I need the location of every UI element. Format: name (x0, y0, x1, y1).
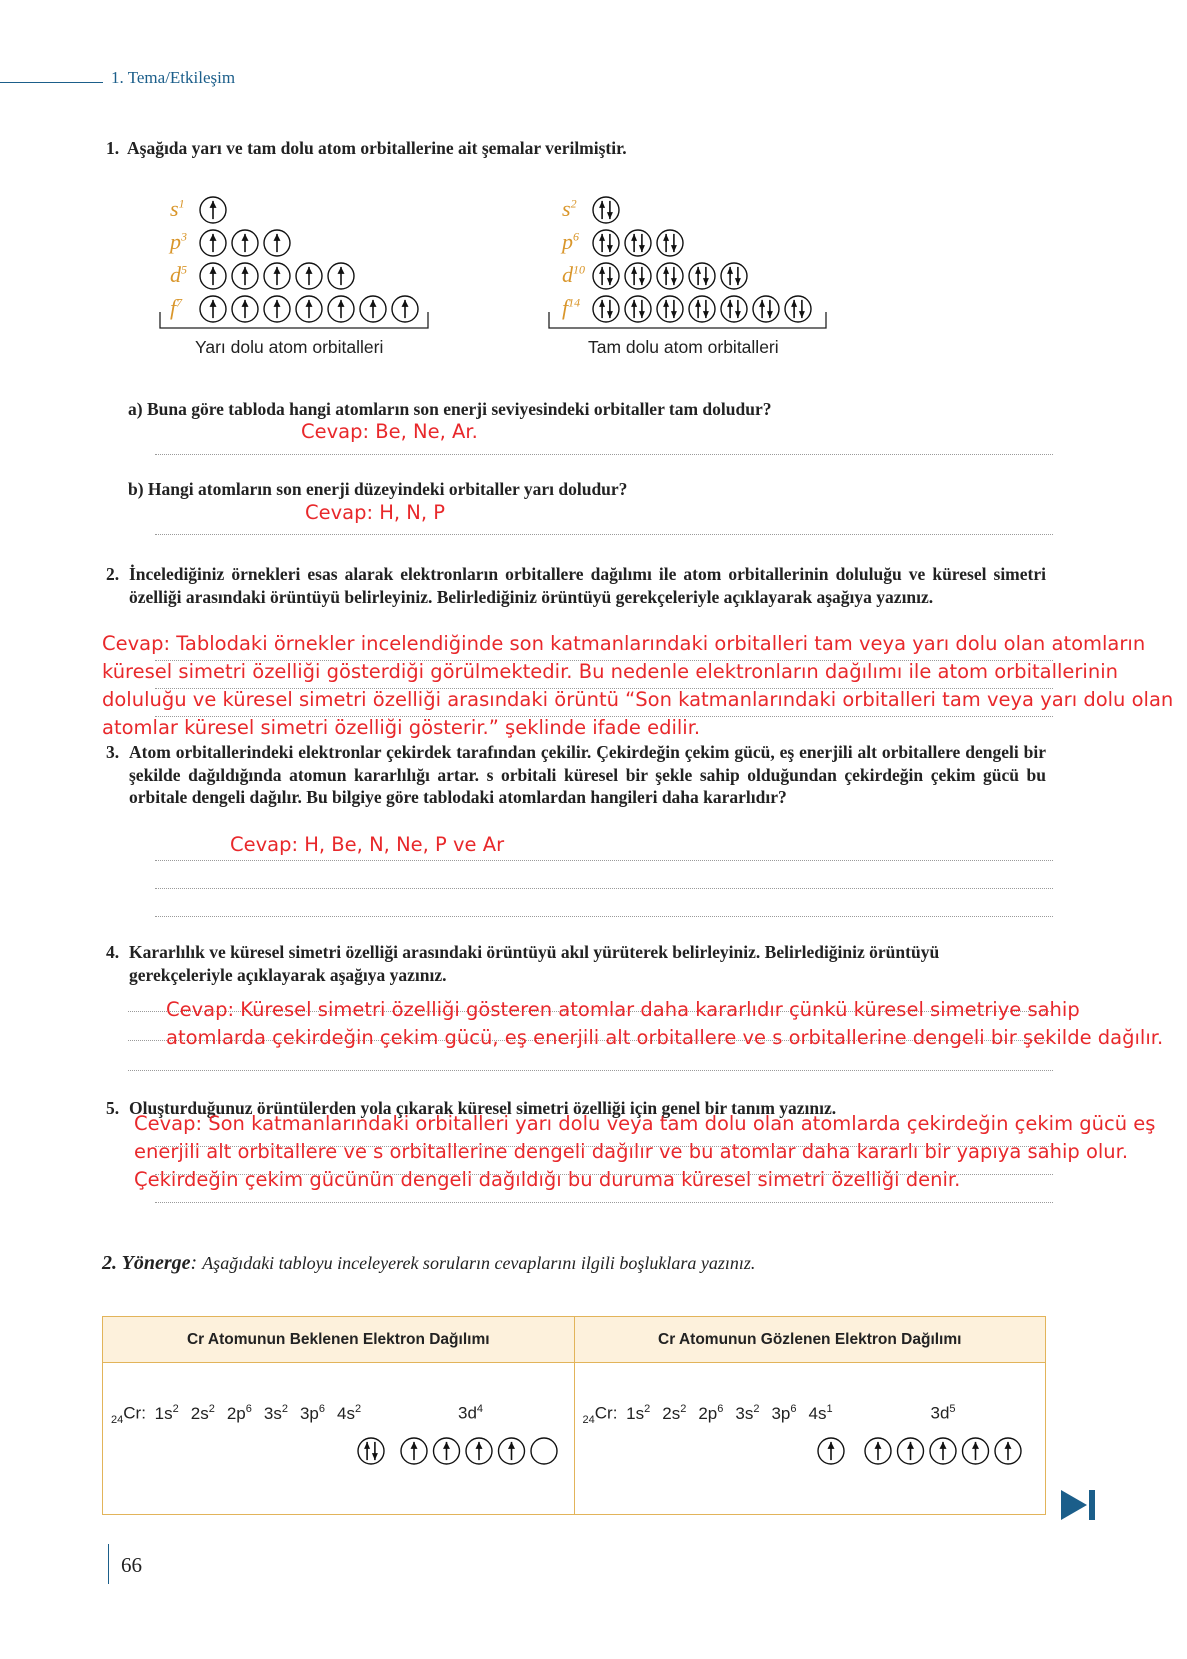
next-page-icon[interactable] (1061, 1490, 1099, 1520)
3d-orbital (466, 1438, 492, 1464)
full-caption: Tam dolu atom orbitalleri (588, 337, 779, 357)
3d-orbital (995, 1438, 1021, 1464)
expected-config: $_{24}$Cr: $1s^2$ $2s^2$ $2p^6$ $3s^2$ $3p^6$ $4s^2$ (111, 1403, 362, 1427)
full-orbital-label: $p^6$ (562, 229, 579, 254)
full-bracket (549, 312, 826, 328)
half-orbital-label: $d^5$ (170, 262, 187, 287)
answer-line (155, 916, 1053, 917)
q5-number: 5. (106, 1098, 120, 1118)
half-orbital (264, 296, 290, 322)
table-header-observed: Cr Atomunun Gözlenen Elektron Dağılımı (574, 1317, 1046, 1363)
full-orbital (657, 296, 683, 322)
q2-answer-1: Cevap: Tablodaki örnekler incelendiğinde son katmanlarındaki orbitalleri tam veya yarı dolu olan atomların (102, 632, 1146, 655)
full-orbital (689, 263, 715, 289)
cr-electron-table (102, 1316, 1046, 1515)
answer-line (155, 1202, 1053, 1203)
expected-3d-label: $3d^4$ (458, 1403, 484, 1423)
footer-rule (108, 1544, 109, 1584)
full-orbital-label: $d^{10}$ (562, 262, 585, 287)
expected-cell (103, 1363, 575, 1515)
full-orbital (593, 263, 619, 289)
q4-number: 4. (106, 942, 120, 962)
full-orbital (625, 296, 651, 322)
q2-answer-2: küresel simetri özelliği gösterdiği görülmektedir. Bu nedenle elektronların dağılımı ile atom orbitallerinin (102, 660, 1118, 683)
full-orbital (625, 230, 651, 256)
full-orbital (785, 296, 811, 322)
q1-text: Aşağıda yarı ve tam dolu atom orbitallerine ait şemalar verilmiştir. (127, 138, 627, 158)
full-orbital (593, 230, 619, 256)
q4-answer-1: Cevap: Küresel simetri özelliği gösteren atomlar daha kararlıdır çünkü küresel simetriye sahip (166, 998, 1080, 1021)
full-orbital (721, 296, 747, 322)
full-orbital (721, 263, 747, 289)
directive-text: Aşağıdaki tabloyu inceleyerek soruların cevaplarını ilgili boşluklara yazınız. (202, 1253, 756, 1273)
half-orbital (232, 263, 258, 289)
3d-orbital (897, 1438, 923, 1464)
q3-text: Atom orbitallerindeki elektronlar çekirdek tarafından çekilir. Çekirdeğin çekim gücü, eş enerjili alt orbitallere dengeli bir şekilde dağıldığında atomun kararlılığı artar. s orbitali küresel bir şekle sahip olduğundan çekirdeğin çekim gücü bu orbitale dengeli dağılır. Bu bilgiye göre tablodaki atomlardan hangileri daha kararlıdır? (129, 742, 1046, 807)
half-orbital-label: $p^3$ (170, 229, 187, 254)
answer-line (155, 860, 1053, 861)
full-orbital (593, 296, 619, 322)
full-orbital (593, 197, 619, 223)
half-orbital (264, 263, 290, 289)
half-orbital (328, 296, 354, 322)
3d-orbital (401, 1438, 427, 1464)
half-filled-orbitals (200, 197, 418, 322)
page-number: 66 (121, 1553, 142, 1577)
observed-3d-label: $3d^5$ (930, 1403, 956, 1423)
full-filled-orbitals (593, 197, 811, 322)
full-orbital (657, 263, 683, 289)
3d-orbital (531, 1438, 557, 1464)
directive (102, 1252, 755, 1275)
3d-orbital (930, 1438, 956, 1464)
q2-text: İncelediğiniz örnekleri esas alarak elektronların orbitallere dağılımı ile atom orbitallerinin doluluğu ve küresel simetri özelliği arasındaki örüntüyü belirleyiniz. Belirlediğiniz örüntüyü gerekçeleriyle açıklayarak aşağıya yazınız. (129, 564, 1046, 607)
q4-answer-2: atomlarda çekirdeğin çekim gücü, eş enerjili alt orbitallere ve s orbitallerine dengeli bir şekilde dağılır. (166, 1026, 1164, 1049)
full-orbital (689, 296, 715, 322)
q4-text: Kararlılık ve küresel simetri özelliği arasındaki örüntüyü akıl yürüterek belirleyiniz. Belirlediğiniz örüntüyü gerekçeleriyle açıklayarak aşağıya yazınız. (129, 942, 940, 985)
observed-orbital-boxes (575, 1431, 1045, 1471)
q1a-text: a) Buna göre tabloda hangi atomların son enerji seviyesindeki orbitaller tam doludur? (128, 399, 772, 419)
q5-text: Oluşturduğunuz örüntülerden yola çıkarak küresel simetri özelliği için genel bir tanım yazınız. (129, 1098, 837, 1118)
directive-colon: : (190, 1252, 198, 1274)
full-orbital (625, 263, 651, 289)
3d-orbital (434, 1438, 460, 1464)
q3-number: 3. (106, 742, 120, 762)
half-orbital (200, 263, 226, 289)
3d-orbital (962, 1438, 988, 1464)
answer-line (155, 454, 1053, 455)
3d-orbital (865, 1438, 891, 1464)
half-orbital (264, 230, 290, 256)
q5-answer-3: Çekirdeğin çekim gücünün dengeli dağıldığı bu duruma küresel simetri özelliği denir. (134, 1168, 961, 1191)
half-orbital (200, 230, 226, 256)
full-orbital-label: $f^{14}$ (562, 295, 581, 320)
q2-answer-3: doluluğu ve küresel simetri özelliği arasındaki örüntü “Son katmanlarındaki orbitalleri tam veya yarı dolu olan (102, 688, 1174, 711)
half-orbital (200, 296, 226, 322)
half-orbital-label: $f^7$ (170, 295, 183, 320)
q5-answer-2: enerjili alt orbitallere ve s orbitallerine dengeli dağılır ve bu atomlar daha kararlı bir yapıya sahip olur. (134, 1140, 1129, 1163)
half-orbital (232, 296, 258, 322)
half-orbital-label: $s^1$ (170, 196, 185, 221)
half-orbital (392, 296, 418, 322)
table-header-expected: Cr Atomunun Beklenen Elektron Dağılımı (103, 1317, 575, 1363)
half-orbital (296, 296, 322, 322)
answer-line (155, 534, 1053, 535)
half-orbital (360, 296, 386, 322)
q3-answer: Cevap: H, Be, N, Ne, P ve Ar (230, 833, 505, 856)
directive-label: 2. Yönerge (102, 1252, 191, 1274)
q1-number: 1. (106, 138, 120, 158)
half-orbital (200, 197, 226, 223)
q1b-text: b) Hangi atomların son enerji düzeyindeki orbitaller yarı doludur? (128, 479, 628, 499)
observed-config: $_{24}$Cr: $1s^2$ $2s^2$ $2p^6$ $3s^2$ $3p^6$ $4s^1$ (582, 1403, 833, 1427)
full-orbital (753, 296, 779, 322)
4s-orbital (818, 1438, 844, 1464)
answer-line (128, 1070, 1053, 1071)
q2-answer-4: atomlar küresel simetri özelliği gösterir.” şeklinde ifade edilir. (102, 716, 701, 739)
observed-cell (574, 1363, 1046, 1515)
answer-line (155, 888, 1053, 889)
half-orbital (328, 263, 354, 289)
q2-number: 2. (106, 564, 120, 584)
half-orbital (296, 263, 322, 289)
4s-orbital (358, 1438, 384, 1464)
q1b-answer: Cevap: H, N, P (305, 501, 446, 524)
expected-orbital-boxes (103, 1431, 573, 1471)
half-bracket (160, 312, 428, 328)
3d-orbital (499, 1438, 525, 1464)
full-orbital-label: $s^2$ (562, 196, 577, 221)
half-orbital (232, 230, 258, 256)
half-caption: Yarı dolu atom orbitalleri (195, 337, 384, 357)
full-orbital (657, 230, 683, 256)
q1a-answer: Cevap: Be, Ne, Ar. (301, 420, 478, 443)
q5-answer-1: Cevap: Son katmanlarındaki orbitalleri yarı dolu veya tam dolu olan atomlarda çekirdeğin çekim gücü eş (134, 1112, 1156, 1135)
section-title: 1. Tema/Etkileşim (111, 68, 236, 87)
